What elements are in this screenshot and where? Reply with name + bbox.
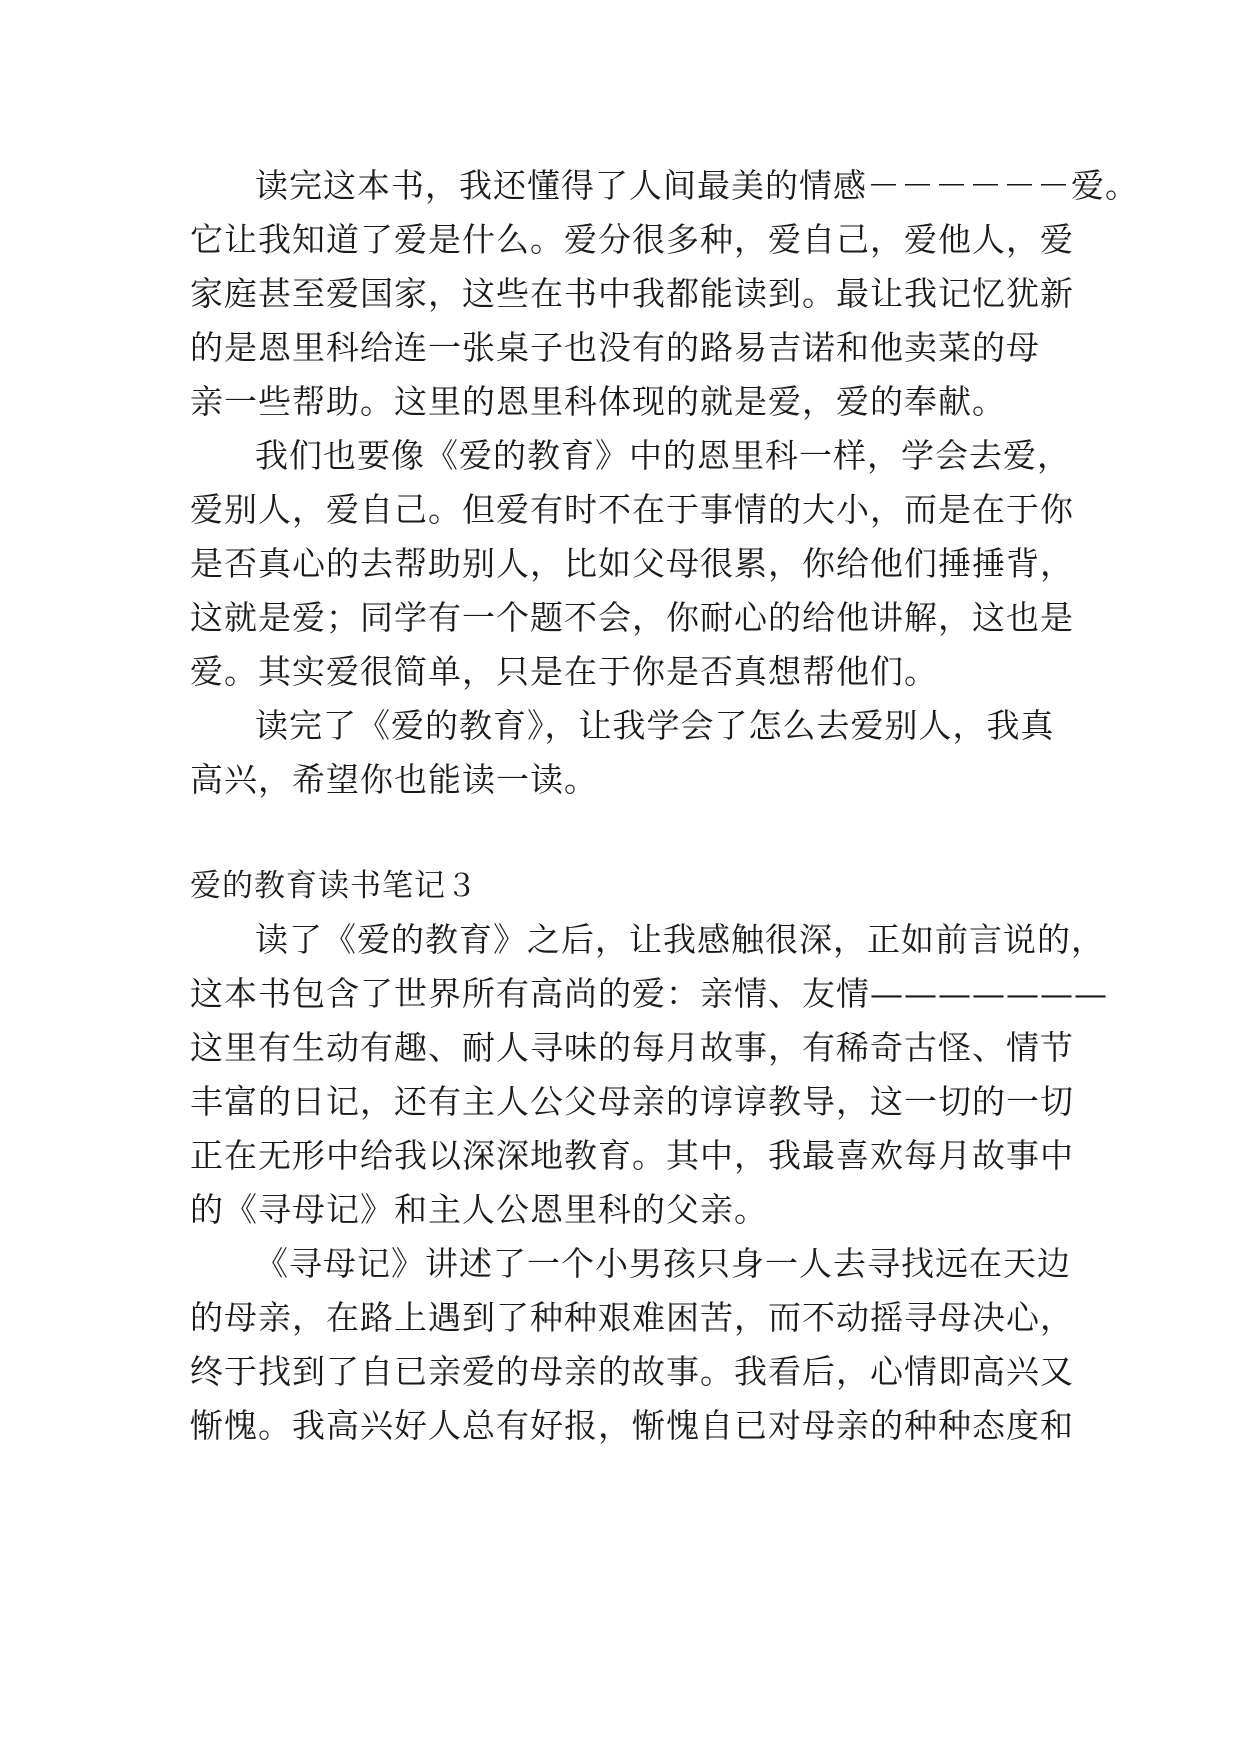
text-line: 爱别人，爱自己。但爱有时不在于事情的大小，而是在于你 <box>190 490 1074 529</box>
text-line: 它让我知道了爱是什么。爱分很多种，爱自己，爱他人，爱 <box>190 220 1074 259</box>
text-line: 我们也要像《爱的教育》中的恩里科一样，学会去爱， <box>255 436 1071 475</box>
text-line: 读完这本书，我还懂得了人间最美的情感－－－－－－爱。 <box>255 166 1139 205</box>
text-line: 爱。其实爱很简单，只是在于你是否真想帮他们。 <box>190 652 938 691</box>
text-line: 丰富的日记，还有主人公父母亲的谆谆教导，这一切的一切 <box>190 1082 1074 1121</box>
text-line: 家庭甚至爱国家，这些在书中我都能读到。最让我记忆犹新 <box>190 274 1074 313</box>
text-line: 是否真心的去帮助别人，比如父母很累，你给他们捶捶背， <box>190 544 1074 583</box>
text-line: 这本书包含了世界所有高尚的爱：亲情、友情——————— <box>190 974 1108 1013</box>
text-line: 这里有生动有趣、耐人寻味的每月故事，有稀奇古怪、情节 <box>190 1028 1074 1067</box>
text-line: 终于找到了自已亲爱的母亲的故事。我看后，心情即高兴又 <box>190 1352 1074 1391</box>
text-line: 的母亲，在路上遇到了种种艰难困苦，而不动摇寻母决心， <box>190 1298 1074 1337</box>
text-line: 惭愧。我高兴好人总有好报，惭愧自已对母亲的种种态度和 <box>190 1406 1074 1445</box>
text-line: 高兴，希望你也能读一读。 <box>190 760 598 799</box>
text-line: 正在无形中给我以深深地教育。其中，我最喜欢每月故事中 <box>190 1136 1074 1175</box>
text-line: 这就是爱；同学有一个题不会，你耐心的给他讲解，这也是 <box>190 598 1074 637</box>
text-line: 的是恩里科给连一张桌子也没有的路易吉诺和他卖菜的母 <box>190 328 1040 367</box>
text-line: 《寻母记》讲述了一个小男孩只身一人去寻找远在天边 <box>255 1244 1071 1283</box>
text-line: 的《寻母记》和主人公恩里科的父亲。 <box>190 1190 768 1229</box>
text-line: 读完了《爱的教育》，让我学会了怎么去爱别人，我真 <box>255 706 1055 745</box>
text-line: 读了《爱的教育》之后，让我感触很深，正如前言说的， <box>255 920 1105 959</box>
section-heading: 爱的教育读书笔记３ <box>190 868 478 904</box>
text-line: 亲一些帮助。这里的恩里科体现的就是爱，爱的奉献。 <box>190 382 1006 421</box>
